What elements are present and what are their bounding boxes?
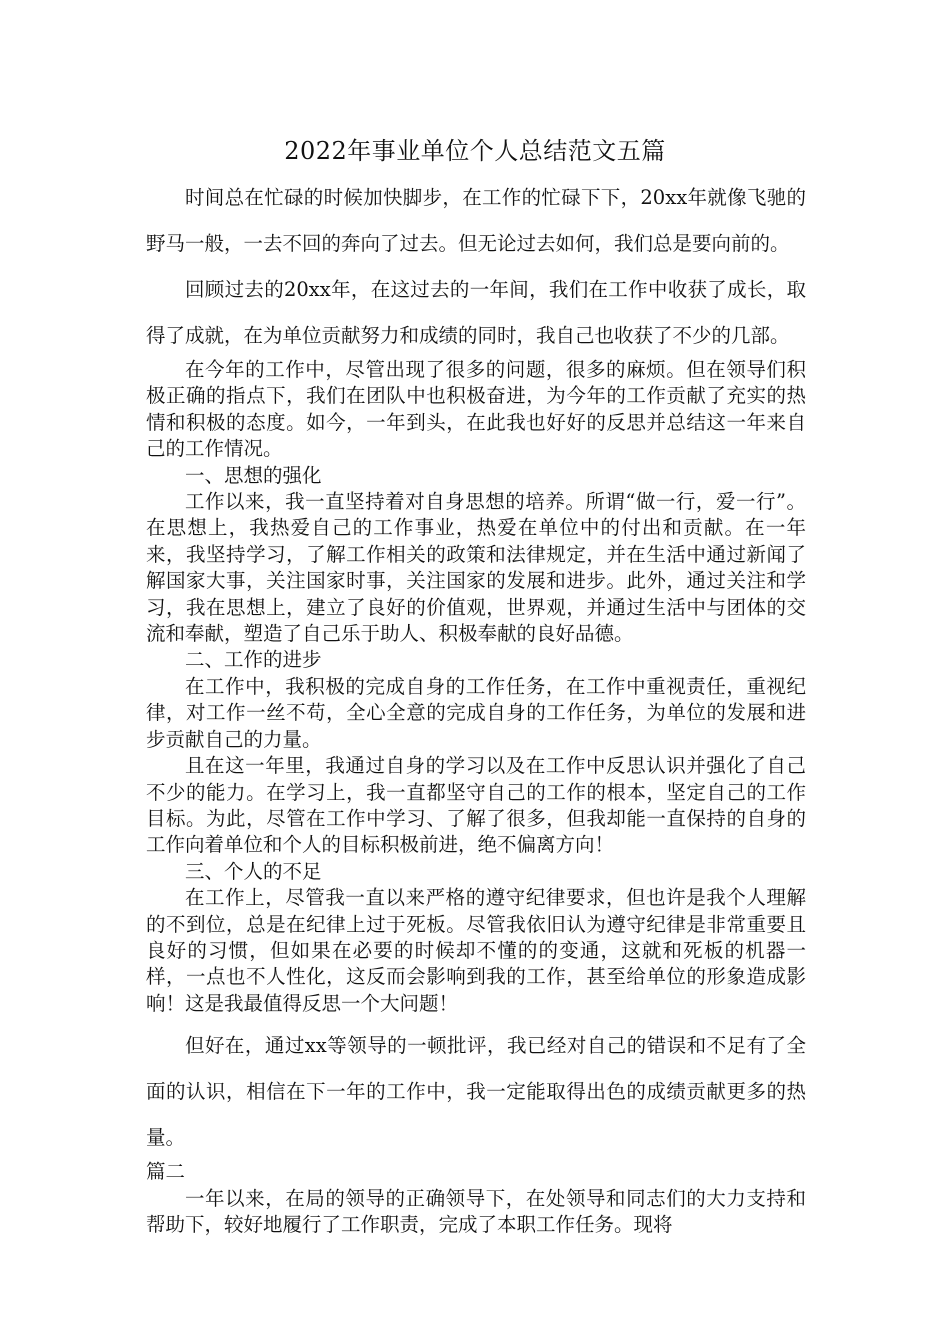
paragraph-3: 在今年的工作中，尽管出现了很多的问题，很多的麻烦。但在领导们积极正确的指点下，我们在团队中也积极奋进，为今年的工作贡献了充实的热情和积极的态度。如今，一年到头，在此我也好好的反思并总结这一年来自己的工作情况。 bbox=[146, 358, 806, 461]
section-label-part-two: 篇二 bbox=[146, 1160, 186, 1184]
paragraph-7: 在工作上，尽管我一直以来严格的遵守纪律要求，但也许是我个人理解的不到位，总是在纪律上过于死板。尽管我依旧认为遵守纪律是非常重要且良好的习惯，但如果在必要的时候却不懂的的变通，这就和死板的机器一样，一点也不人性化，这反而会影响到我的工作，甚至给单位的形象造成影响！这是我最值得反思一个大问题！ bbox=[146, 886, 806, 1015]
document-title: 2022年事业单位个人总结范文五篇 bbox=[284, 137, 666, 165]
paragraph-5: 在工作中，我积极的完成自身的工作任务，在工作中重视责任，重视纪律，对工作一丝不苟，全心全意的完成自身的工作任务，为单位的发展和进步贡献自己的力量。 bbox=[146, 674, 806, 751]
paragraph-2: 回顾过去的20xx年，在这过去的一年间，我们在工作中收获了成长，取得了成就，在为单位贡献努力和成绩的同时，我自己也收获了不少的几部。 bbox=[146, 278, 806, 347]
paragraph-9: 一年以来，在局的领导的正确领导下，在处领导和同志们的大力支持和帮助下，较好地履行了工作职责，完成了本职工作任务。现将 bbox=[146, 1186, 806, 1236]
section-heading-3: 三、个人的不足 bbox=[185, 859, 322, 883]
paragraph-4: 工作以来，我一直坚持着对自身思想的培养。所谓“做一行，爱一行”。在思想上，我热爱自己的工作事业，热爱在单位中的付出和贡献。在一年来，我坚持学习，了解工作相关的政策和法律规定，并在生活中通过新闻了解国家大事，关注国家时事，关注国家的发展和进步。此外，通过关注和学习，我在思想上，建立了良好的价值观，世界观，并通过生活中与团体的交流和奉献，塑造了自己乐于助人、积极奉献的良好品德。 bbox=[146, 490, 806, 646]
paragraph-6: 且在这一年里，我通过自身的学习以及在工作中反思认识并强化了自己不少的能力。在学习上，我一直都坚守自己的工作的根本，坚定自己的工作目标。为此，尽管在工作中学习、了解了很多，但我却能一直保持的自身的工作向着单位和个人的目标积极前进，绝不偏离方向！ bbox=[146, 754, 806, 857]
section-heading-2: 二、工作的进步 bbox=[185, 648, 322, 672]
document-body bbox=[146, 185, 806, 1238]
paragraph-1: 时间总在忙碌的时候加快脚步，在工作的忙碌下下，20xx年就像飞驰的野马一般，一去不回的奔向了过去。但无论过去如何，我们总是要向前的。 bbox=[146, 186, 806, 255]
paragraph-8: 但好在，通过xx等领导的一顿批评，我已经对自己的错误和不足有了全面的认识，相信在下一年的工作中，我一定能取得出色的成绩贡献更多的热量。 bbox=[146, 1034, 806, 1150]
section-heading-1: 一、思想的强化 bbox=[185, 463, 322, 487]
